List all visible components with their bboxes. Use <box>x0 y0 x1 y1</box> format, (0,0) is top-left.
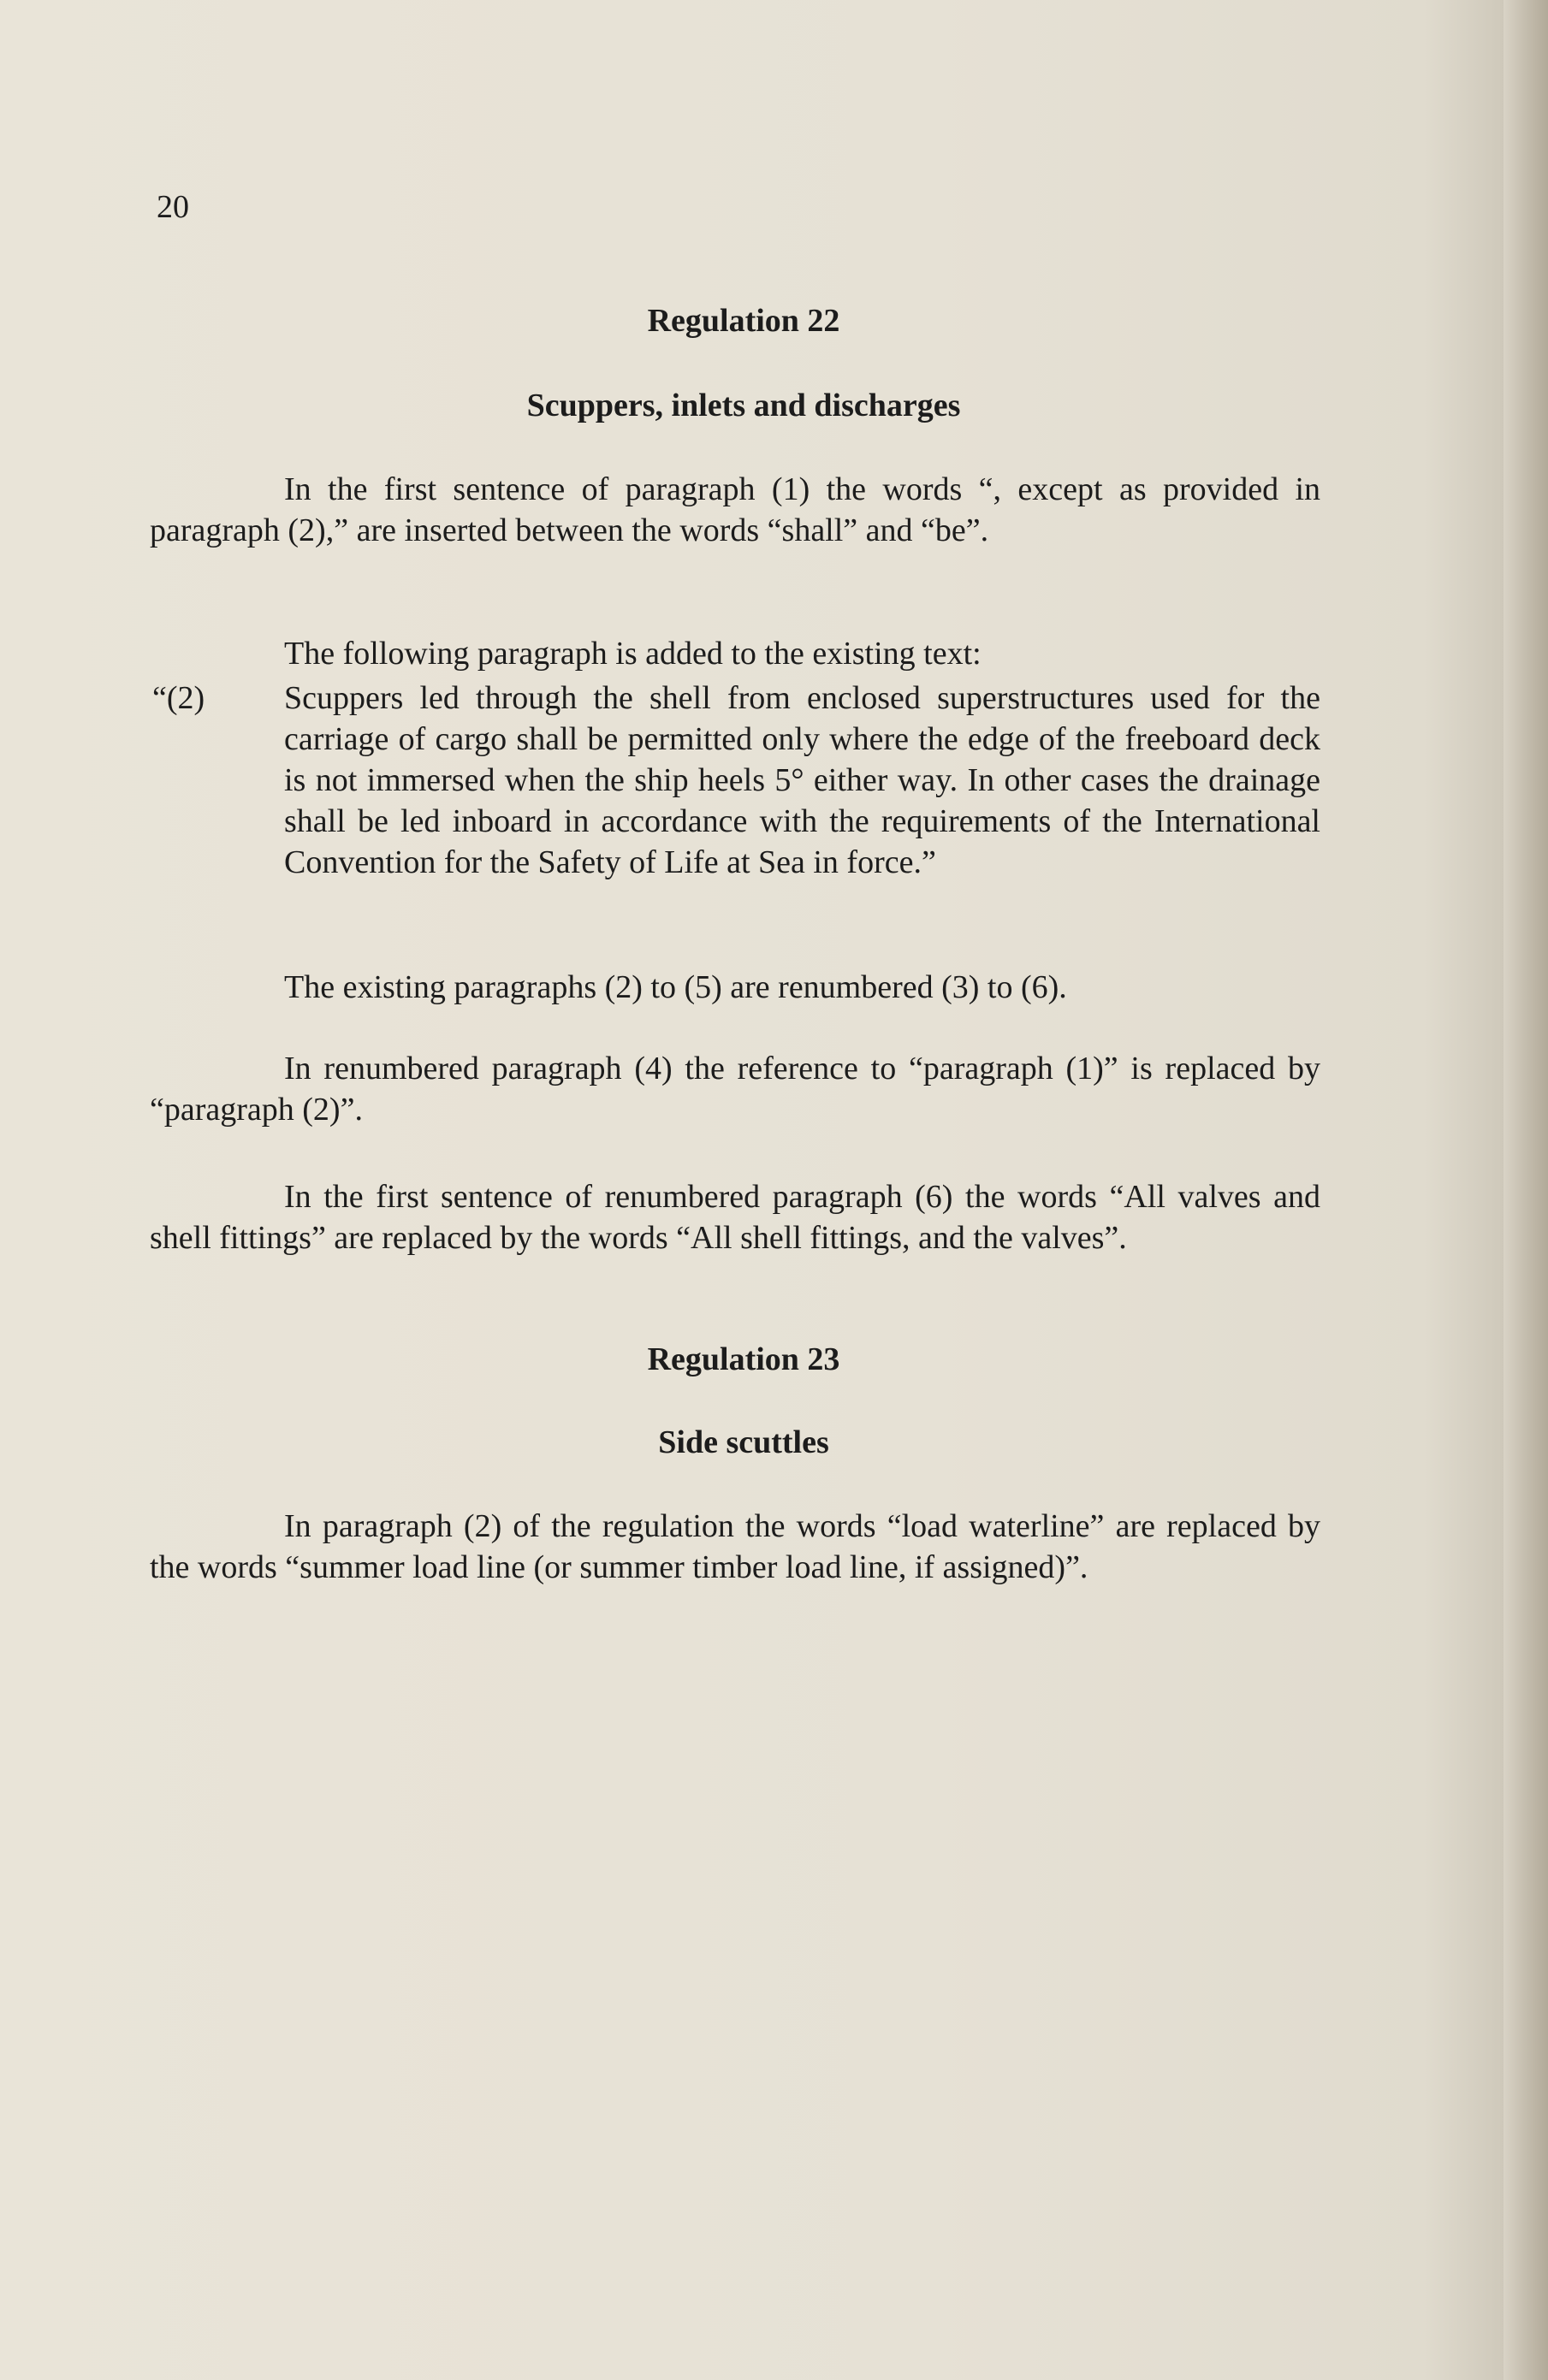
quoted-paragraph-text: Scuppers led through the shell from enclosed superstructures used for the carriage of cargo shall be permitted only where the edge of the freeboard deck is not immersed when the ship heels 5° either way. In other cases the drainage shall be led inboard in accordance with the requirements of the International Convention for the Safety of Life at Sea in force.” <box>284 680 1320 880</box>
regulation-22-paragraph-5: In the first sentence of renumbered paragraph (6) the words “All valves and shell fittings” are replaced by the words “All shell fittings, and the valves”. <box>150 1179 1320 1256</box>
page-number: 20 <box>157 189 189 225</box>
regulation-23-paragraph-1: In paragraph (2) of the regulation the words “load waterline” are replaced by the words “summer load line (or summer timber load line, if assigned)”. <box>150 1508 1320 1585</box>
regulation-22-paragraph-2: The following paragraph is added to the existing text: <box>284 636 982 672</box>
regulation-23-subtitle: Side scuttles <box>658 1424 829 1460</box>
regulation-22-paragraph-1: In the first sentence of paragraph (1) the words “, except as provided in paragraph (2),” are inserted between the words “shall” and “be”. <box>150 471 1320 548</box>
regulation-22-subtitle: Scuppers, inlets and discharges <box>526 388 961 423</box>
regulation-22-title: Regulation 22 <box>647 303 840 339</box>
regulation-22-paragraph-4: In renumbered paragraph (4) the reference to “paragraph (1)” is replaced by “paragraph (2)”. <box>150 1051 1320 1128</box>
regulation-23-title: Regulation 23 <box>647 1341 840 1377</box>
quoted-paragraph-label: “(2) <box>152 680 205 716</box>
regulation-22-paragraph-3: The existing paragraphs (2) to (5) are renumbered (3) to (6). <box>284 969 1067 1005</box>
page-edge-shadow <box>1504 0 1548 2380</box>
